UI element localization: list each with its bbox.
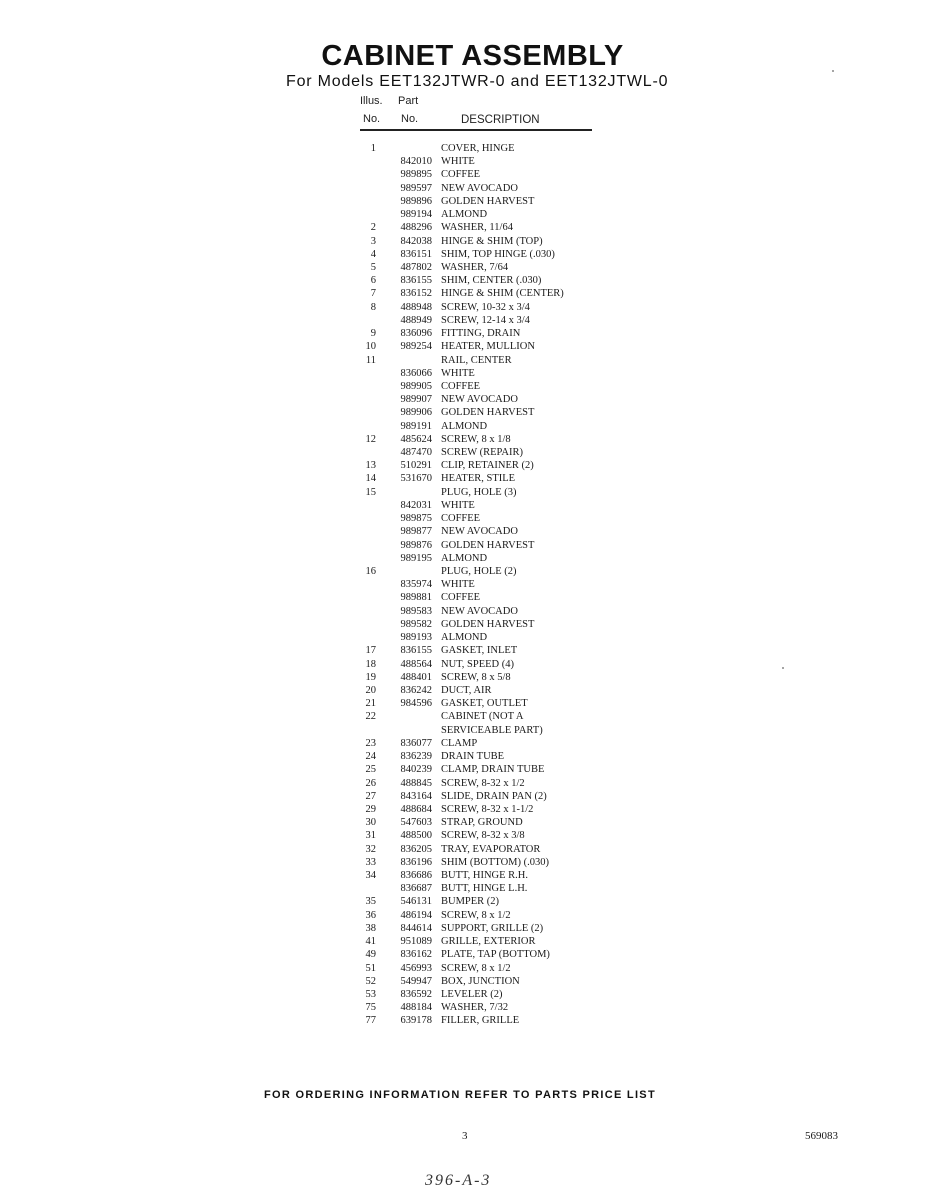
part-number: 485624 [400,433,432,445]
illus-number: 2 [370,222,376,234]
table-row [358,235,618,248]
part-description: PLATE, TAP (BOTTOM) [441,949,550,961]
illus-number: 34 [365,870,376,882]
part-description: NEW AVOCADO [441,605,518,617]
part-description: WASHER, 11/64 [441,222,513,234]
table-row [358,777,618,790]
table-row [358,856,618,869]
table-row [358,1014,618,1027]
part-description: GOLDEN HARVEST [441,195,535,207]
part-number: 836155 [400,275,432,287]
illus-number: 19 [365,671,376,683]
part-number: 836205 [400,843,432,855]
part-number: 836239 [400,751,432,763]
part-description: CABINET (NOT A [441,711,524,723]
part-description: SCREW, 8 x 1/8 [441,433,511,445]
part-description: SHIM, TOP HINGE (.030) [441,248,555,260]
part-description: COFFEE [441,513,481,525]
part-description: HEATER, STILE [441,473,516,485]
part-number: 456993 [400,962,432,974]
table-row [358,909,618,922]
parts-list [358,142,618,1028]
table-row [358,975,618,988]
part-number: 989582 [400,618,432,630]
table-row [358,737,618,750]
table-row [358,539,618,552]
part-number: 989907 [400,394,432,406]
part-number: 989597 [400,182,432,194]
part-description: CLAMP, DRAIN TUBE [441,764,545,776]
part-description: SUPPORT, GRILLE (2) [441,922,544,934]
part-description: NEW AVOCADO [441,182,518,194]
table-row [358,591,618,604]
part-number: 842038 [400,235,432,247]
table-row [358,340,618,353]
table-row [358,512,618,525]
part-number: 488564 [400,658,432,670]
col-description-header: DESCRIPTION [461,114,540,126]
table-row [358,393,618,406]
table-row [358,314,618,327]
table-row [358,618,618,631]
part-description: PLUG, HOLE (2) [441,566,517,577]
illus-number: 30 [365,817,376,829]
table-row [358,380,618,393]
illus-number: 3 [370,235,376,247]
part-number: 989193 [400,632,432,644]
part-description: GASKET, INLET [441,645,518,657]
part-description: TRAY, EVAPORATOR [441,843,541,855]
illus-number: 51 [365,962,376,974]
illus-number: 17 [365,645,376,657]
table-row [358,486,618,499]
illus-number: 21 [365,698,376,710]
table-row [358,433,618,446]
table-row [358,697,618,710]
page-title: CABINET ASSEMBLY [321,40,624,72]
part-description: WHITE [441,156,475,168]
table-row [358,763,618,776]
part-description: RAIL, CENTER [441,354,512,366]
part-number: 836686 [400,870,432,882]
ordering-note: FOR ORDERING INFORMATION REFER TO PARTS PRICE LIST [264,1089,656,1101]
part-number: 989195 [400,552,432,564]
illus-number: 6 [370,275,376,287]
table-row [358,1001,618,1014]
part-number: 989895 [400,169,432,181]
part-number: 836592 [400,989,432,1000]
part-description: WHITE [441,499,475,511]
part-number: 989877 [400,526,432,538]
table-row [358,472,618,485]
scan-speck [832,70,834,72]
part-number: 989876 [400,539,432,551]
table-row [358,816,618,829]
part-description: WHITE [441,579,475,591]
part-number: 488949 [400,314,432,326]
part-number: 836196 [400,856,432,868]
illus-number: 24 [365,751,376,763]
table-row [358,420,618,433]
table-row [358,578,618,591]
table-row [358,525,618,538]
table-row [358,142,618,155]
part-description: HEATER, MULLION [441,341,535,353]
part-description: SCREW, 8-32 x 1-1/2 [441,803,534,815]
table-row [358,935,618,948]
part-number: 488184 [400,1002,432,1014]
part-description: HINGE & SHIM (CENTER) [441,288,564,300]
table-row [358,195,618,208]
part-description: GOLDEN HARVEST [441,407,535,419]
part-number: 989896 [400,195,432,207]
part-number: 836155 [400,645,432,657]
illus-number: 5 [370,261,376,273]
part-description: BUTT, HINGE L.H. [441,883,528,895]
illus-number: 53 [365,989,376,1000]
illus-number: 11 [365,354,376,366]
part-description: SCREW, 8-32 x 3/8 [441,830,525,842]
table-row [358,658,618,671]
part-number: 487802 [400,261,432,273]
illus-number: 25 [365,764,376,776]
table-row [358,895,618,908]
table-row [358,446,618,459]
table-row [358,962,618,975]
part-description: ALMOND [441,552,488,564]
illus-number: 36 [365,909,376,921]
illus-number: 33 [365,856,376,868]
part-number: 488845 [400,777,432,789]
col-no-header: No. [363,113,381,125]
illus-number: 26 [365,777,376,789]
part-number: 989583 [400,605,432,617]
handwritten-note: 396-A-3 [425,1172,492,1189]
table-row [358,354,618,367]
part-description: COFFEE [441,169,481,181]
part-number: 989875 [400,513,432,525]
part-number: 488401 [400,671,432,683]
col-illus-header-top: Illus. [360,95,383,107]
part-description: GASKET, OUTLET [441,698,528,710]
part-description: SCREW, 8-32 x 1/2 [441,777,525,789]
table-row [358,988,618,1001]
part-number: 836242 [400,684,432,696]
table-row [358,208,618,221]
illus-number: 9 [370,328,376,340]
part-description: WASHER, 7/32 [441,1002,509,1014]
illus-number: 23 [365,737,376,749]
part-description: WHITE [441,367,475,379]
part-description: PLUG, HOLE (3) [441,486,517,498]
part-number: 488948 [400,301,432,313]
part-number: 546131 [400,896,432,908]
part-number: 547603 [400,817,432,829]
document-number: 569083 [805,1130,838,1142]
part-number: 486194 [400,909,432,921]
illus-number: 18 [365,658,376,670]
table-row [358,287,618,300]
part-description: CLAMP [441,737,478,749]
illus-number: 52 [365,975,376,987]
part-number: 836066 [400,367,432,379]
part-number: 989194 [400,209,432,221]
part-description: CLIP, RETAINER (2) [441,460,534,472]
part-description: ALMOND [441,209,488,221]
part-description: BOX, JUNCTION [441,975,520,987]
part-description: LEVELER (2) [441,989,503,1000]
part-number: 984596 [400,698,432,710]
table-row [358,261,618,274]
part-number: 488500 [400,830,432,842]
part-number: 836162 [400,949,432,961]
part-description: ALMOND [441,420,488,432]
part-number: 989254 [400,341,432,353]
part-description: SERVICEABLE PART) [441,724,543,736]
table-row [358,922,618,935]
table-row [358,605,618,618]
part-number: 835974 [400,579,432,591]
table-row [358,182,618,195]
part-description: GRILLE, EXTERIOR [441,936,536,948]
illus-number: 32 [365,843,376,855]
table-row [358,724,618,737]
part-number: 836151 [400,248,432,260]
illus-number: 14 [365,473,376,485]
part-description: SLIDE, DRAIN PAN (2) [441,790,547,802]
illus-number: 4 [370,248,376,260]
part-description: GOLDEN HARVEST [441,539,535,551]
illus-number: 35 [365,896,376,908]
page-number: 3 [462,1130,468,1142]
part-description: DUCT, AIR [441,684,492,696]
part-description: HINGE & SHIM (TOP) [441,235,543,247]
table-row [358,459,618,472]
table-row [358,565,618,578]
illus-number: 41 [365,936,376,948]
part-number: 989881 [400,592,432,604]
table-row [358,248,618,261]
part-description: ALMOND [441,632,488,644]
table-row [358,684,618,697]
part-number: 989906 [400,407,432,419]
part-description: COFFEE [441,592,481,604]
part-description: SHIM, CENTER (.030) [441,275,542,287]
scan-speck [782,667,784,669]
part-description: SCREW, 8 x 1/2 [441,909,511,921]
col-part-no-header: No. [401,113,419,125]
illus-number: 49 [365,949,376,961]
part-number: 487470 [400,447,432,459]
illus-number: 13 [365,460,376,472]
part-number: 844614 [400,922,432,934]
part-description: WASHER, 7/64 [441,261,509,273]
table-row [358,750,618,763]
models-subtitle: For Models EET132JTWR-0 and EET132JTWL-0 [286,73,669,90]
table-row [358,671,618,684]
illus-number: 75 [365,1002,376,1014]
illus-number: 27 [365,790,376,802]
table-row [358,710,618,723]
part-number: 989191 [400,420,432,432]
illus-number: 8 [370,301,376,313]
part-description: SCREW (REPAIR) [441,447,523,459]
part-description: STRAP, GROUND [441,817,523,829]
part-description: SCREW, 8 x 5/8 [441,671,511,683]
part-description: NUT, SPEED (4) [441,658,515,670]
table-row [358,274,618,287]
illus-number: 16 [365,566,376,577]
illus-number: 7 [370,288,376,300]
col-part-header-top: Part [398,95,419,107]
table-row [358,301,618,314]
table-row [358,829,618,842]
part-number: 510291 [400,460,432,472]
illus-number: 15 [365,486,376,498]
table-row [358,552,618,565]
illus-number: 77 [365,1015,376,1027]
part-number: 836687 [400,883,432,895]
table-row [358,843,618,856]
table-row [358,168,618,181]
part-number: 836096 [400,328,432,340]
part-description: SCREW, 12-14 x 3/4 [441,314,530,326]
part-description: SHIM (BOTTOM) (.030) [441,856,550,868]
part-number: 843164 [400,790,432,802]
table-row [358,221,618,234]
table-row [358,631,618,644]
illus-number: 1 [370,143,376,154]
table-row [358,644,618,657]
table-row [358,803,618,816]
part-description: SCREW, 8 x 1/2 [441,962,511,974]
illus-number: 10 [365,341,376,353]
table-row [358,948,618,961]
part-number: 549947 [400,975,432,987]
part-description: BUMPER (2) [441,896,500,908]
part-number: 488296 [400,222,432,234]
part-description: FITTING, DRAIN [441,328,521,340]
part-number: 989905 [400,380,432,392]
table-row [358,367,618,380]
table-row [358,406,618,419]
header-rule [360,129,592,131]
part-description: GOLDEN HARVEST [441,618,535,630]
illus-number: 20 [365,684,376,696]
table-row [358,882,618,895]
part-number: 639178 [400,1015,432,1027]
part-number: 951089 [400,936,432,948]
table-row [358,327,618,340]
part-number: 842010 [400,156,432,168]
part-description: BUTT, HINGE R.H. [441,870,529,882]
illus-number: 22 [365,711,376,723]
part-description: SCREW, 10-32 x 3/4 [441,301,530,313]
part-description: COVER, HINGE [441,143,515,154]
part-description: NEW AVOCADO [441,526,518,538]
illus-number: 31 [365,830,376,842]
part-number: 836152 [400,288,432,300]
table-row [358,499,618,512]
illus-number: 29 [365,803,376,815]
table-row [358,155,618,168]
part-number: 842031 [400,499,432,511]
part-number: 531670 [400,473,432,485]
part-description: COFFEE [441,380,481,392]
table-row [358,790,618,803]
part-description: NEW AVOCADO [441,394,518,406]
part-description: DRAIN TUBE [441,751,505,763]
part-number: 840239 [400,764,432,776]
part-number: 488684 [400,803,432,815]
illus-number: 12 [365,433,376,445]
part-number: 836077 [400,737,432,749]
part-description: FILLER, GRILLE [441,1015,520,1027]
illus-number: 38 [365,922,376,934]
table-row [358,869,618,882]
